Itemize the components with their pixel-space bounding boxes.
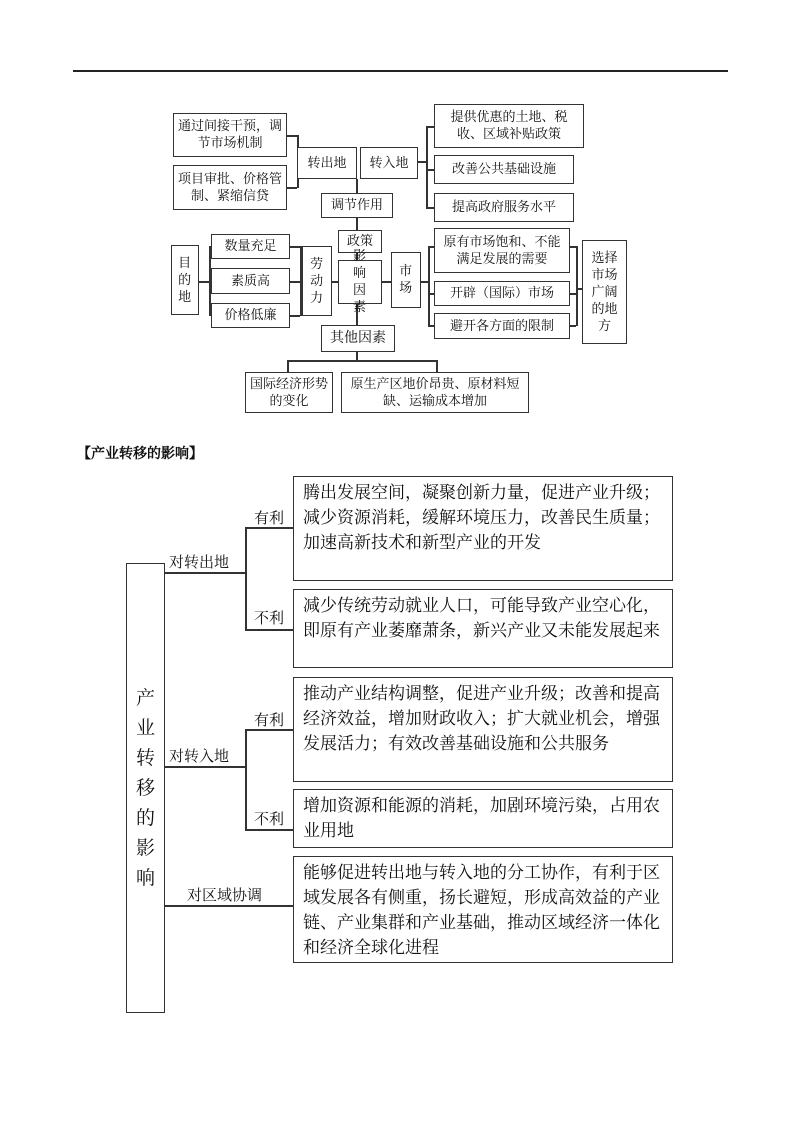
box-government-service — [434, 193, 574, 222]
box-factors — [338, 249, 382, 315]
box-cost-increase — [341, 372, 529, 413]
box-market-saturated — [434, 228, 570, 273]
box-out-con: 减少传统劳动就业人口，可能导致产业空心化，即原有产业萎靡萧条，新兴产业又未能发展起来 — [293, 589, 673, 668]
box-international-economy — [245, 372, 333, 413]
box-root — [126, 563, 165, 1013]
box-text: 转出地 — [307, 155, 347, 171]
box-purpose — [171, 245, 199, 315]
connector — [426, 126, 434, 128]
box-project-approval — [173, 165, 287, 210]
connector — [287, 135, 297, 137]
box-text: 调节作用 — [330, 198, 383, 213]
box-text: 数量充足 — [224, 239, 277, 254]
box-in-region — [360, 147, 418, 179]
box-open-market — [434, 281, 570, 306]
box-text: 开辟（国际）市场 — [449, 286, 554, 301]
connector — [245, 527, 247, 630]
connector — [356, 179, 358, 193]
connector — [356, 218, 358, 230]
box-text: 选择市场广阔的地方 — [591, 250, 618, 334]
box-text: 改善公共基础设施 — [451, 162, 556, 177]
connector — [418, 161, 426, 163]
connector — [426, 126, 428, 208]
connector — [245, 829, 293, 831]
connector — [287, 187, 297, 189]
connector — [436, 360, 438, 372]
connector — [426, 169, 434, 171]
box-quantity — [211, 234, 290, 259]
box-out-pro: 腾出发展空间，凝聚创新力量，促进产业升级；减少资源消耗，缓解环境压力，改善民生质量；加速高新技术和新型产业的开发 — [293, 476, 673, 581]
box-infrastructure — [434, 155, 574, 184]
root-text: 产业转移的影响 — [136, 687, 156, 889]
box-regulate — [321, 193, 393, 218]
connector — [382, 281, 391, 283]
box-region: 能够促进转出地与转入地的分工协作，有利于区域发展各有侧重，扬长避短，形成高效益的产业链、产业集群和产业基础，推动区域经济一体化和经济全球化进程 — [293, 856, 673, 963]
connector — [165, 905, 293, 907]
box-avoid-limits — [434, 313, 570, 339]
box-preferential-policy — [434, 104, 584, 148]
connector — [290, 281, 300, 283]
box-text: 原有市场饱和、不能满足发展的需要 — [443, 234, 561, 267]
connector — [576, 246, 578, 326]
box-text: 避开各方面的限制 — [449, 318, 554, 334]
box-text: 提供优惠的土地、税收、区域补贴政策 — [450, 110, 568, 142]
label-out-region: 对转出地 — [169, 553, 230, 571]
connector — [165, 572, 245, 574]
box-other-factors — [321, 325, 395, 352]
connector — [428, 246, 430, 326]
connector — [421, 281, 428, 283]
box-text: 政策 — [346, 234, 373, 249]
box-labor — [302, 246, 332, 316]
label-con: 不利 — [254, 609, 285, 627]
section-title: 【产业转移的影响】 — [77, 446, 203, 462]
box-text: 其他因素 — [330, 330, 386, 346]
connector — [287, 360, 289, 372]
box-text: 提高政府服务水平 — [451, 200, 556, 215]
connector — [165, 766, 245, 768]
box-choose-market — [582, 240, 627, 344]
label-region-coordination: 对区域协调 — [187, 886, 263, 904]
box-market — [391, 252, 421, 308]
box-in-pro: 推动产业结构调整，促进产业升级；改善和提高经济效益，增加财政收入；扩大就业机会，增强发展活力；有效改善基础设施和公共服务 — [293, 677, 673, 782]
connector — [245, 729, 247, 830]
box-text: 目的地 — [178, 255, 193, 305]
connector — [287, 360, 437, 362]
label-con: 不利 — [254, 810, 285, 828]
label-pro: 有利 — [254, 509, 285, 527]
box-text: 影响因素 — [352, 249, 367, 315]
box-text: 原生产区地价昂贵、原材料短缺、运输成本增加 — [350, 376, 520, 409]
connector — [290, 315, 300, 317]
label-in-region: 对转入地 — [169, 747, 230, 765]
connector — [245, 629, 293, 631]
box-text: 国际经济形势的变化 — [250, 376, 329, 409]
connector — [426, 207, 434, 209]
box-in-con: 增加资源和能源的消耗，加剧环境污染，占用农业用地 — [293, 789, 673, 848]
box-text: 劳动力 — [310, 256, 325, 306]
box-out-region — [297, 147, 357, 179]
box-text: 转入地 — [369, 155, 409, 171]
box-text: 通过间接干预，调节市场机制 — [178, 119, 283, 151]
box-text: 项目审批、价格管制、紧缩信贷 — [178, 171, 283, 204]
box-text: 价格低廉 — [224, 308, 277, 323]
top-rule — [73, 70, 728, 72]
box-quality — [211, 268, 290, 294]
connector — [199, 281, 209, 283]
label-pro: 有利 — [254, 711, 285, 729]
connector — [356, 352, 358, 360]
box-text: 市场 — [399, 264, 414, 296]
connector — [290, 246, 300, 248]
box-indirect-intervention — [173, 113, 287, 157]
box-text: 素质高 — [230, 273, 270, 289]
box-price — [211, 303, 290, 328]
